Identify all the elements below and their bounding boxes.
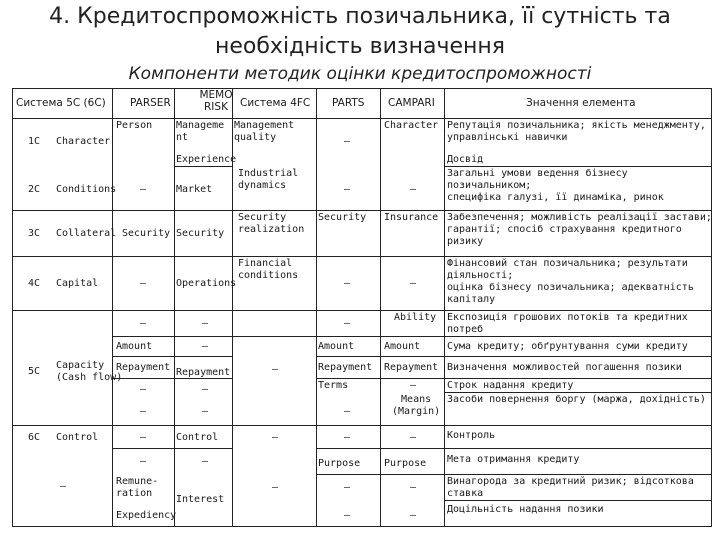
row-divider [316, 448, 712, 449]
row-divider [12, 256, 712, 257]
row-divider [316, 356, 712, 357]
row-divider [316, 474, 712, 475]
parser-cell: – [140, 406, 147, 417]
memo-cell: – [202, 341, 209, 352]
row-divider [174, 166, 232, 167]
campari-cell: – [410, 184, 417, 195]
table-border-top [12, 88, 712, 89]
value-cell: Забезпечення; можливість реалізації застави; гарантії; спосіб страхування кредитного ризику [447, 212, 712, 247]
row-divider [444, 500, 712, 501]
campari-cell: Means (Margin) [392, 394, 441, 417]
parser-cell: – [140, 384, 147, 395]
campari-cell: – [410, 380, 417, 391]
f4c-cell: – [272, 482, 279, 493]
criterion-name: Collateral [56, 228, 117, 239]
parts-cell: – [344, 432, 351, 443]
header-parser: PARSER [130, 97, 171, 109]
row-divider [12, 210, 712, 211]
value-cell: Визначення можливостей погашення позики [447, 362, 682, 373]
row-divider [12, 425, 712, 426]
value-cell: Мета отримання кредиту [447, 454, 580, 465]
parts-cell: – [344, 184, 351, 195]
row-number: 4С [28, 278, 41, 289]
parts-cell: – [344, 482, 351, 493]
row-divider [444, 392, 712, 393]
memo-cell: Security [176, 228, 225, 239]
parts-cell: Terms [318, 380, 349, 391]
row-number: 5С [28, 366, 41, 377]
campari-cell: – [410, 432, 417, 443]
row-divider [112, 356, 232, 357]
header-parts: PARTS [332, 97, 365, 109]
row-number: 6С [28, 432, 41, 443]
col-divider [316, 88, 317, 527]
memo-cell: Interest [176, 494, 225, 505]
criterion-name: Character [56, 136, 111, 147]
parser-cell: Amount [116, 341, 153, 352]
parts-cell: – [344, 406, 351, 417]
f4c-cell: Management quality [234, 120, 295, 143]
row-divider [316, 378, 712, 379]
table-border-bottom [12, 526, 712, 527]
col-divider [174, 88, 175, 527]
campari-cell: Insurance [384, 212, 439, 223]
criterion-name: Control [56, 432, 99, 443]
criterion-name: Capacity (Cash flow) [56, 360, 123, 383]
col-divider [444, 88, 445, 527]
header-element-value: Значення елемента [526, 97, 636, 109]
value-cell: Контроль [447, 430, 496, 441]
memo-cell: – [202, 456, 209, 467]
header-system-4fc: Система 4FC [240, 97, 311, 109]
row-number: 3С [28, 228, 41, 239]
value-cell: Експозиція грошових потоків та кредитних потреб [447, 312, 688, 335]
row-divider [444, 166, 712, 167]
campari-cell: – [410, 278, 417, 289]
col-divider [112, 88, 113, 527]
f4c-cell: Security realization [238, 212, 305, 235]
value-cell: Сума кредиту; обґрунтування суми кредиту [447, 341, 688, 352]
row-number: 1С [28, 136, 41, 147]
memo-cell: Market [176, 184, 213, 195]
row-number: 2С [28, 184, 41, 195]
value-cell: Засоби повернення боргу (маржа, дохідність) [447, 394, 706, 405]
table-caption: Компоненти методик оцінки кредитоспроможності [128, 64, 592, 84]
parser-cell: – [140, 318, 147, 329]
memo-cell: Experience [176, 154, 237, 165]
value-cell: Досвід [447, 154, 484, 165]
header-memo-risk: MEMO RISK [199, 89, 233, 113]
header-campari: CAMPARI [388, 97, 435, 109]
header-divider [12, 118, 712, 119]
memo-cell: Repayment [176, 367, 231, 378]
parts-cell: – [344, 278, 351, 289]
methods-table [12, 88, 712, 528]
row-divider [112, 448, 232, 449]
memo-cell: Manageme nt [176, 120, 225, 143]
campari-cell: Amount [384, 341, 421, 352]
memo-cell: Control [176, 432, 219, 443]
col-divider [380, 88, 381, 527]
value-cell: Репутація позичальника; якість менеджменту, управлінські навички [447, 120, 706, 143]
table-border-right [711, 88, 712, 527]
campari-cell: – [410, 482, 417, 493]
f4c-cell: – [272, 432, 279, 443]
page-title: 4. Кредитоспроможність позичальника, її сутність та необхідність визначення [49, 4, 671, 59]
table-border-left [12, 88, 13, 527]
parser-cell: Security [122, 228, 171, 239]
parser-cell: Repayment [116, 362, 171, 373]
header-system-5c: Система 5С (6С) [16, 97, 106, 109]
parts-cell: Security [318, 212, 367, 223]
criterion-name: Capital [56, 278, 99, 289]
value-cell: Загальні умови ведення бізнесу позичальником; специфіка галузі, її динаміка, ринок [447, 168, 664, 203]
memo-cell: – [202, 406, 209, 417]
f4c-cell: Financial conditions [238, 258, 299, 281]
memo-cell: Operations [176, 278, 237, 289]
memo-cell: – [202, 318, 209, 329]
parts-cell: Repayment [318, 362, 373, 373]
parser-cell: Person [116, 120, 153, 131]
memo-cell: – [202, 384, 209, 395]
value-cell: Строк надання кредиту [447, 380, 574, 391]
parser-cell: – [140, 456, 147, 467]
parts-cell: – [344, 136, 351, 147]
parser-cell: Remune- ration [116, 476, 159, 499]
parser-cell: – [140, 184, 147, 195]
criterion-name: – [60, 481, 67, 492]
parts-cell: Purpose [318, 458, 361, 469]
campari-cell: Ability [394, 312, 437, 323]
parts-cell: Amount [318, 341, 355, 352]
campari-cell: Character [384, 120, 439, 131]
value-cell: Фінансовий стан позичальника; результати діяльності; оцінка бізнесу позичальника; адекватність капіталу [447, 258, 694, 305]
campari-cell: Purpose [384, 458, 427, 469]
row-divider [112, 336, 712, 337]
campari-cell: Repayment [384, 362, 439, 373]
criterion-name: Conditions [56, 184, 117, 195]
row-divider [12, 310, 712, 311]
parser-cell: – [140, 432, 147, 443]
parser-cell: – [140, 278, 147, 289]
f4c-cell: Industrial dynamics [238, 168, 299, 191]
parts-cell: – [344, 510, 351, 521]
campari-cell: – [410, 510, 417, 521]
parser-cell: Expediency [116, 510, 177, 521]
f4c-cell: – [272, 364, 279, 375]
value-cell: Винагорода за кредитний ризик; відсоткова ставка [447, 476, 694, 499]
parts-cell: – [344, 318, 351, 329]
value-cell: Доцільність надання позики [447, 504, 604, 515]
